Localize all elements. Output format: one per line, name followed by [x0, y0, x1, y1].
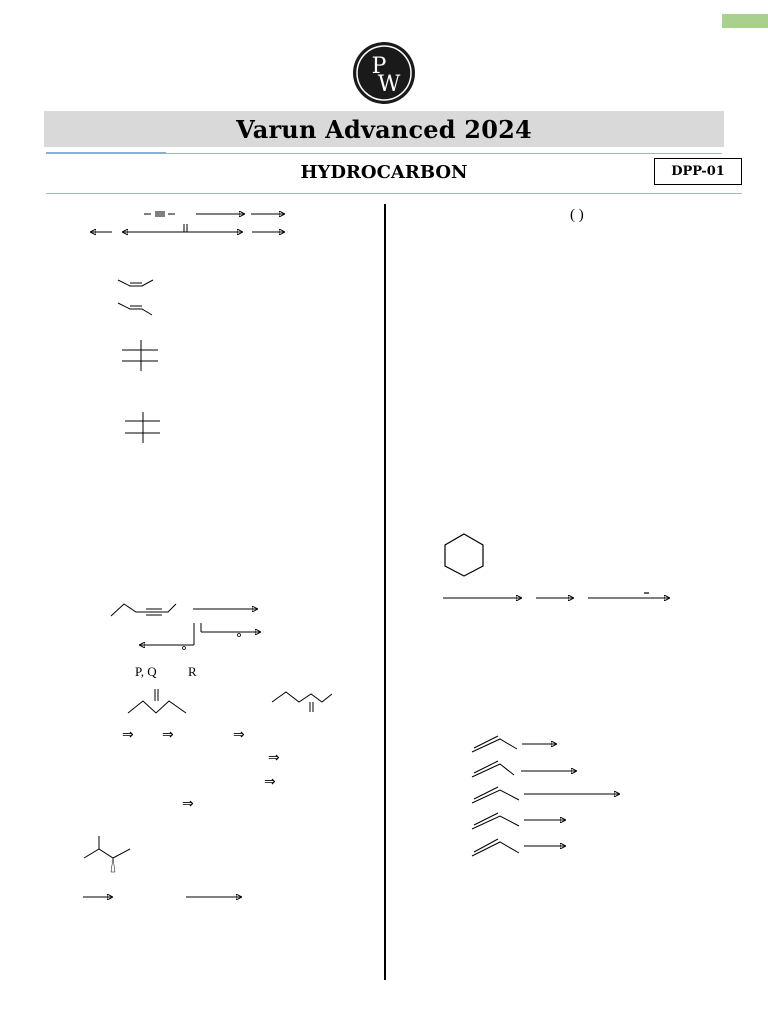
alkene-structures [118, 280, 153, 315]
page-title: Varun Advanced 2024 [236, 114, 532, 144]
column-divider [384, 204, 386, 980]
implies-symbol: ⇒ [182, 796, 194, 812]
answer-bracket: ( ) [570, 207, 584, 223]
subject-title: HYDROCARBON [300, 162, 468, 183]
svg-text:P: P [371, 54, 387, 79]
propene-reactions [472, 736, 619, 856]
label-r: R [188, 664, 197, 679]
branched-alkane [84, 836, 130, 872]
label-pq: P, Q [135, 664, 157, 679]
subject-rule [46, 193, 742, 194]
ketone-structures [128, 689, 332, 713]
header-rule [46, 152, 166, 154]
implies-symbol: ⇒ [122, 727, 134, 743]
implies-symbol: ⇒ [162, 727, 174, 743]
hexyne-reaction [111, 604, 260, 650]
fischer-projections [122, 340, 160, 443]
alkyne-reaction-scheme [91, 212, 284, 232]
implies-symbol: ⇒ [233, 727, 245, 743]
implies-symbol: ⇒ [268, 750, 280, 766]
dpp-code-box [654, 158, 742, 185]
implies-symbol: ⇒ [264, 774, 276, 790]
corner-tag [722, 14, 768, 28]
dpp-code: DPP-01 [671, 164, 725, 179]
title-bar [44, 111, 724, 147]
cyclohexane-arrows [443, 593, 669, 598]
cyclohexane-structure [445, 534, 483, 576]
pw-logo [352, 41, 416, 105]
svg-text:W: W [377, 72, 401, 97]
header-rule [166, 153, 722, 154]
